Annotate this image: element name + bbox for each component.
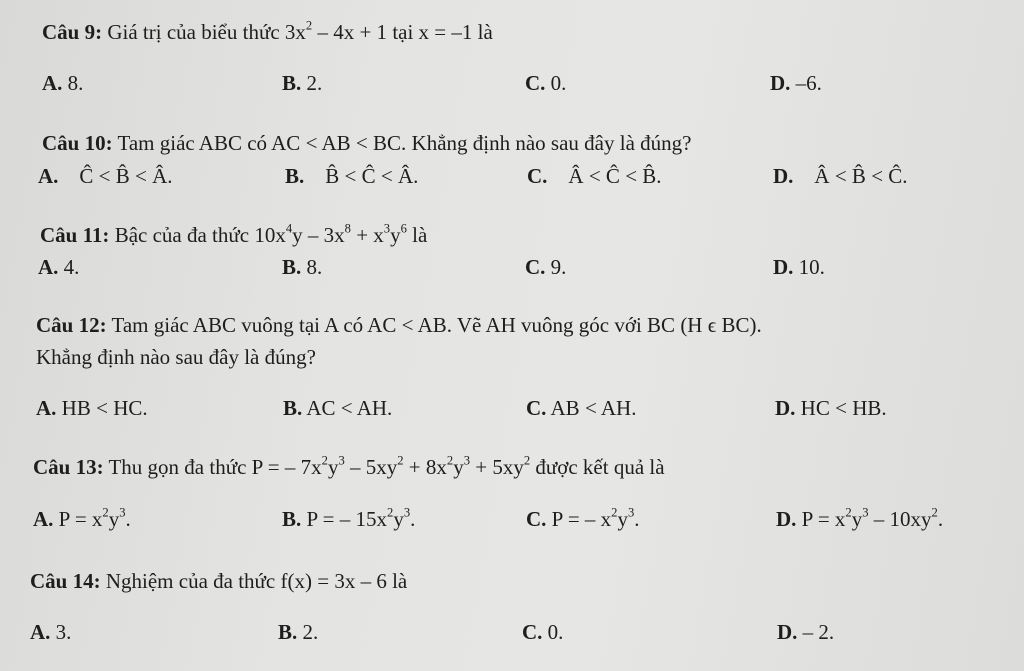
question-label: Câu 14: <box>30 569 101 593</box>
option-a: A. 8. <box>42 71 84 95</box>
question-text: Giá trị của biểu thức <box>107 20 280 44</box>
option-d: D. HC < HB. <box>775 396 887 420</box>
question-text: Tam giác ABC vuông tại A có AC < AB. Vẽ AH vuông góc với BC (H ϵ BC). <box>111 313 762 337</box>
question-text: Nghiệm của đa thức <box>105 569 276 593</box>
option-b: B. P = – $15x^2y^3$. <box>282 505 416 531</box>
question-suffix: là <box>392 569 408 593</box>
question-text: Bậc của đa thức <box>114 223 250 247</box>
question-9-stem <box>42 20 493 45</box>
option-b: B. AC < AH. <box>283 396 393 420</box>
question-label: Câu 9: <box>42 20 103 44</box>
question-math: $3x^2 - 4x + 1$ <box>284 18 388 44</box>
option-d: D. Â < B̂ < Ĉ. <box>773 164 908 188</box>
question-label: Câu 12: <box>36 313 107 337</box>
option-b: B. 8. <box>282 255 323 279</box>
question-12-stem <box>36 313 762 338</box>
question-math: f(x) = 3x – 6 <box>280 569 387 593</box>
question-14-stem <box>30 569 407 594</box>
question-12-stem-line2 <box>36 345 316 370</box>
question-suffix: là <box>412 223 428 247</box>
question-10-stem <box>42 131 691 156</box>
question-suffix: tại x = –1 là <box>392 20 493 44</box>
option-c: C. 0. <box>522 620 564 644</box>
question-label: Câu 10: <box>42 131 113 155</box>
option-b: B. 2. <box>282 71 323 95</box>
option-a: A. $P = x^2y^3$. <box>33 505 131 531</box>
question-text-line2: Khẳng định nào sau đây là đúng? <box>36 345 316 369</box>
option-c: C. 0. <box>525 71 567 95</box>
question-suffix: được kết quả là <box>535 455 665 479</box>
option-c: C. 9. <box>525 255 567 279</box>
option-b: B. B̂ < Ĉ < Â. <box>285 164 419 188</box>
option-a: A. 3. <box>30 620 72 644</box>
question-11-stem <box>40 223 427 248</box>
option-d: D. – 2. <box>777 620 835 644</box>
option-d: D. –6. <box>770 71 822 95</box>
option-b: B. 2. <box>278 620 319 644</box>
question-text: Thu gọn đa thức <box>108 455 247 479</box>
question-math: $10x^4y - 3x^8 + x^3y^6$ <box>254 221 407 247</box>
question-13-stem <box>33 455 665 480</box>
question-math: P = – $7x^2y^3 - 5xy^2 + 8x^2y^3 + 5xy^2$ <box>251 453 531 479</box>
question-label: Câu 11: <box>40 223 110 247</box>
question-label: Câu 13: <box>33 455 104 479</box>
option-d: D. $P = x^2y^3 - 10xy^2$. <box>776 505 944 531</box>
option-c: C. P = – $x^2y^3$. <box>526 505 640 531</box>
option-a: A. HB < HC. <box>36 396 148 420</box>
option-c: C. AB < AH. <box>526 396 637 420</box>
option-d: D. 10. <box>773 255 825 279</box>
question-text: Tam giác ABC có AC < AB < BC. Khẳng định nào sau đây là đúng? <box>117 131 692 155</box>
option-c: C. Â < Ĉ < B̂. <box>527 164 662 188</box>
option-a: A. Ĉ < B̂ < Â. <box>38 164 173 188</box>
option-a: A. 4. <box>38 255 80 279</box>
